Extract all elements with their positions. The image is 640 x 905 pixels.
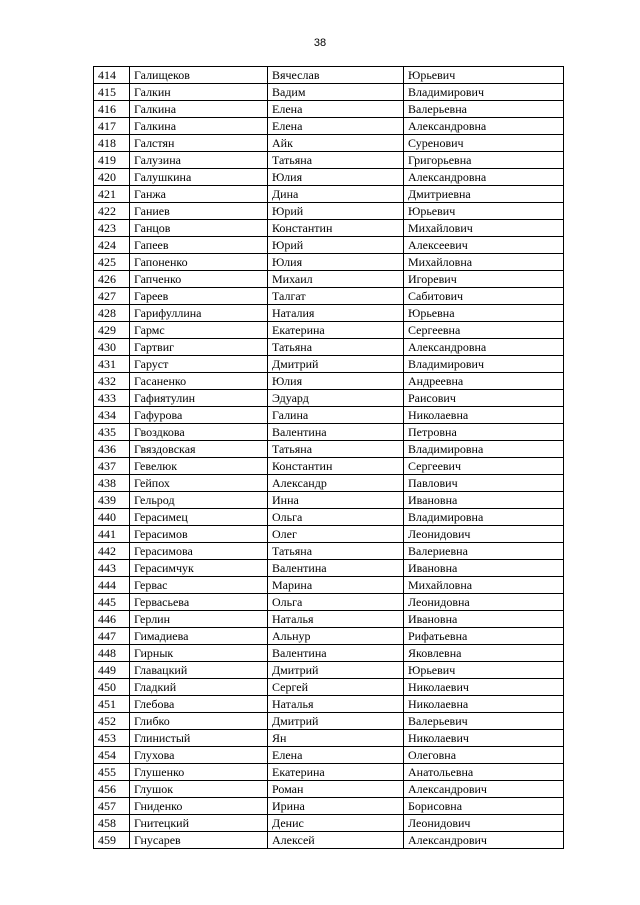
table-row (94, 84, 564, 101)
first-name-cell: Сергей (268, 679, 404, 696)
row-number-cell: 440 (94, 509, 130, 526)
table-row (94, 611, 564, 628)
first-name-cell: Ольга (268, 594, 404, 611)
table-row (94, 390, 564, 407)
table-row (94, 594, 564, 611)
first-name-cell: Юлия (268, 373, 404, 390)
row-number-cell: 430 (94, 339, 130, 356)
table-row (94, 509, 564, 526)
row-number-cell: 426 (94, 271, 130, 288)
row-number-cell: 428 (94, 305, 130, 322)
table-row (94, 645, 564, 662)
last-name-cell: Гниденко (130, 798, 268, 815)
first-name-cell: Татьяна (268, 339, 404, 356)
patronymic-cell: Юрьевич (404, 203, 564, 220)
row-number-cell: 451 (94, 696, 130, 713)
last-name-cell: Герлин (130, 611, 268, 628)
patronymic-cell: Михайловна (404, 254, 564, 271)
first-name-cell: Константин (268, 220, 404, 237)
last-name-cell: Гареев (130, 288, 268, 305)
row-number-cell: 449 (94, 662, 130, 679)
patronymic-cell: Леонидович (404, 526, 564, 543)
row-number-cell: 414 (94, 67, 130, 84)
table-row (94, 305, 564, 322)
last-name-cell: Глинистый (130, 730, 268, 747)
row-number-cell: 420 (94, 169, 130, 186)
last-name-cell: Гапеев (130, 237, 268, 254)
table-row (94, 730, 564, 747)
first-name-cell: Ольга (268, 509, 404, 526)
row-number-cell: 425 (94, 254, 130, 271)
last-name-cell: Герасимов (130, 526, 268, 543)
patronymic-cell: Анатольевна (404, 764, 564, 781)
patronymic-cell: Валерьевна (404, 101, 564, 118)
row-number-cell: 439 (94, 492, 130, 509)
table-row (94, 169, 564, 186)
patronymic-cell: Сабитович (404, 288, 564, 305)
row-number-cell: 431 (94, 356, 130, 373)
patronymic-cell: Олеговна (404, 747, 564, 764)
last-name-cell: Гвяздовская (130, 441, 268, 458)
row-number-cell: 436 (94, 441, 130, 458)
last-name-cell: Гапченко (130, 271, 268, 288)
first-name-cell: Михаил (268, 271, 404, 288)
last-name-cell: Герасимова (130, 543, 268, 560)
table-row (94, 798, 564, 815)
last-name-cell: Галстян (130, 135, 268, 152)
patronymic-cell: Николаевна (404, 407, 564, 424)
first-name-cell: Екатерина (268, 764, 404, 781)
row-number-cell: 417 (94, 118, 130, 135)
row-number-cell: 423 (94, 220, 130, 237)
table-row (94, 373, 564, 390)
table-row (94, 271, 564, 288)
row-number-cell: 419 (94, 152, 130, 169)
patronymic-cell: Петровна (404, 424, 564, 441)
table-row (94, 101, 564, 118)
row-number-cell: 457 (94, 798, 130, 815)
last-name-cell: Галузина (130, 152, 268, 169)
first-name-cell: Наталия (268, 305, 404, 322)
last-name-cell: Гафиятулин (130, 390, 268, 407)
first-name-cell: Юлия (268, 254, 404, 271)
first-name-cell: Константин (268, 458, 404, 475)
first-name-cell: Екатерина (268, 322, 404, 339)
last-name-cell: Галкин (130, 84, 268, 101)
last-name-cell: Ганцов (130, 220, 268, 237)
patronymic-cell: Сергеевич (404, 458, 564, 475)
last-name-cell: Глухова (130, 747, 268, 764)
row-number-cell: 421 (94, 186, 130, 203)
first-name-cell: Галина (268, 407, 404, 424)
table-row (94, 254, 564, 271)
first-name-cell: Дмитрий (268, 662, 404, 679)
table-row (94, 186, 564, 203)
last-name-cell: Гельрод (130, 492, 268, 509)
table-row (94, 679, 564, 696)
first-name-cell: Елена (268, 747, 404, 764)
row-number-cell: 447 (94, 628, 130, 645)
row-number-cell: 437 (94, 458, 130, 475)
table-row (94, 356, 564, 373)
table-row (94, 407, 564, 424)
first-name-cell: Ян (268, 730, 404, 747)
patronymic-cell: Владимировна (404, 441, 564, 458)
last-name-cell: Гейпох (130, 475, 268, 492)
first-name-cell: Елена (268, 118, 404, 135)
patronymic-cell: Владимирович (404, 84, 564, 101)
row-number-cell: 416 (94, 101, 130, 118)
patronymic-cell: Андреевна (404, 373, 564, 390)
row-number-cell: 455 (94, 764, 130, 781)
patronymic-cell: Александровна (404, 118, 564, 135)
first-name-cell: Айк (268, 135, 404, 152)
first-name-cell: Дмитрий (268, 356, 404, 373)
row-number-cell: 448 (94, 645, 130, 662)
last-name-cell: Гнитецкий (130, 815, 268, 832)
first-name-cell: Валентина (268, 424, 404, 441)
last-name-cell: Гервасьева (130, 594, 268, 611)
patronymic-cell: Раисович (404, 390, 564, 407)
last-name-cell: Ганиев (130, 203, 268, 220)
patronymic-cell: Григорьевна (404, 152, 564, 169)
patronymic-cell: Александрович (404, 832, 564, 849)
patronymic-cell: Николаевич (404, 730, 564, 747)
row-number-cell: 433 (94, 390, 130, 407)
table-row (94, 832, 564, 849)
first-name-cell: Марина (268, 577, 404, 594)
row-number-cell: 444 (94, 577, 130, 594)
last-name-cell: Герасимчук (130, 560, 268, 577)
table-row (94, 339, 564, 356)
row-number-cell: 443 (94, 560, 130, 577)
first-name-cell: Александр (268, 475, 404, 492)
first-name-cell: Юлия (268, 169, 404, 186)
patronymic-cell: Александровна (404, 339, 564, 356)
first-name-cell: Юрий (268, 203, 404, 220)
last-name-cell: Гартвиг (130, 339, 268, 356)
row-number-cell: 441 (94, 526, 130, 543)
table-row (94, 237, 564, 254)
table-row (94, 135, 564, 152)
patronymic-cell: Юрьевич (404, 662, 564, 679)
first-name-cell: Денис (268, 815, 404, 832)
row-number-cell: 432 (94, 373, 130, 390)
table-row (94, 628, 564, 645)
roster-body (94, 67, 564, 849)
table-row (94, 220, 564, 237)
patronymic-cell: Суренович (404, 135, 564, 152)
table-row (94, 475, 564, 492)
first-name-cell: Дина (268, 186, 404, 203)
last-name-cell: Гапоненко (130, 254, 268, 271)
last-name-cell: Гарифуллина (130, 305, 268, 322)
patronymic-cell: Валерьевич (404, 713, 564, 730)
row-number-cell: 434 (94, 407, 130, 424)
last-name-cell: Гвоздкова (130, 424, 268, 441)
row-number-cell: 456 (94, 781, 130, 798)
row-number-cell: 459 (94, 832, 130, 849)
first-name-cell: Татьяна (268, 152, 404, 169)
patronymic-cell: Владимировна (404, 509, 564, 526)
table-row (94, 492, 564, 509)
patronymic-cell: Ивановна (404, 611, 564, 628)
first-name-cell: Вадим (268, 84, 404, 101)
last-name-cell: Гармс (130, 322, 268, 339)
table-row (94, 288, 564, 305)
first-name-cell: Вячеслав (268, 67, 404, 84)
first-name-cell: Наталья (268, 611, 404, 628)
last-name-cell: Глибко (130, 713, 268, 730)
first-name-cell: Роман (268, 781, 404, 798)
row-number-cell: 458 (94, 815, 130, 832)
first-name-cell: Валентина (268, 645, 404, 662)
last-name-cell: Гнусарев (130, 832, 268, 849)
last-name-cell: Гевелюк (130, 458, 268, 475)
first-name-cell: Талгат (268, 288, 404, 305)
row-number-cell: 424 (94, 237, 130, 254)
table-row (94, 67, 564, 84)
first-name-cell: Дмитрий (268, 713, 404, 730)
row-number-cell: 446 (94, 611, 130, 628)
patronymic-cell: Александрович (404, 781, 564, 798)
last-name-cell: Ганжа (130, 186, 268, 203)
last-name-cell: Глебова (130, 696, 268, 713)
row-number-cell: 452 (94, 713, 130, 730)
table-row (94, 713, 564, 730)
last-name-cell: Гаруст (130, 356, 268, 373)
patronymic-cell: Павлович (404, 475, 564, 492)
table-row (94, 526, 564, 543)
table-row (94, 441, 564, 458)
table-row (94, 815, 564, 832)
row-number-cell: 453 (94, 730, 130, 747)
first-name-cell: Юрий (268, 237, 404, 254)
patronymic-cell: Юрьевна (404, 305, 564, 322)
patronymic-cell: Ивановна (404, 560, 564, 577)
table-row (94, 662, 564, 679)
table-row (94, 764, 564, 781)
row-number-cell: 429 (94, 322, 130, 339)
patronymic-cell: Михайлович (404, 220, 564, 237)
patronymic-cell: Дмитриевна (404, 186, 564, 203)
row-number-cell: 442 (94, 543, 130, 560)
last-name-cell: Галкина (130, 118, 268, 135)
row-number-cell: 418 (94, 135, 130, 152)
patronymic-cell: Сергеевна (404, 322, 564, 339)
row-number-cell: 415 (94, 84, 130, 101)
last-name-cell: Гасаненко (130, 373, 268, 390)
roster-table (93, 66, 564, 849)
patronymic-cell: Ивановна (404, 492, 564, 509)
first-name-cell: Валентина (268, 560, 404, 577)
table-row (94, 781, 564, 798)
patronymic-cell: Леонидович (404, 815, 564, 832)
first-name-cell: Ирина (268, 798, 404, 815)
table-row (94, 458, 564, 475)
first-name-cell: Татьяна (268, 543, 404, 560)
patronymic-cell: Николаевич (404, 679, 564, 696)
table-row (94, 543, 564, 560)
table-row (94, 152, 564, 169)
first-name-cell: Елена (268, 101, 404, 118)
last-name-cell: Гервас (130, 577, 268, 594)
page-number: 38 (313, 37, 327, 49)
last-name-cell: Галкина (130, 101, 268, 118)
table-row (94, 118, 564, 135)
first-name-cell: Алексей (268, 832, 404, 849)
last-name-cell: Гимадиева (130, 628, 268, 645)
row-number-cell: 422 (94, 203, 130, 220)
patronymic-cell: Борисовна (404, 798, 564, 815)
first-name-cell: Олег (268, 526, 404, 543)
first-name-cell: Татьяна (268, 441, 404, 458)
last-name-cell: Глушенко (130, 764, 268, 781)
patronymic-cell: Игоревич (404, 271, 564, 288)
row-number-cell: 427 (94, 288, 130, 305)
last-name-cell: Галищеков (130, 67, 268, 84)
row-number-cell: 454 (94, 747, 130, 764)
first-name-cell: Эдуард (268, 390, 404, 407)
last-name-cell: Герасимец (130, 509, 268, 526)
table-row (94, 203, 564, 220)
first-name-cell: Инна (268, 492, 404, 509)
last-name-cell: Главацкий (130, 662, 268, 679)
last-name-cell: Гафурова (130, 407, 268, 424)
row-number-cell: 450 (94, 679, 130, 696)
patronymic-cell: Николаевна (404, 696, 564, 713)
last-name-cell: Галушкина (130, 169, 268, 186)
row-number-cell: 438 (94, 475, 130, 492)
row-number-cell: 445 (94, 594, 130, 611)
patronymic-cell: Валериевна (404, 543, 564, 560)
table-row (94, 560, 564, 577)
patronymic-cell: Юрьевич (404, 67, 564, 84)
patronymic-cell: Алексеевич (404, 237, 564, 254)
patronymic-cell: Леонидовна (404, 594, 564, 611)
table-row (94, 747, 564, 764)
patronymic-cell: Рифатьевна (404, 628, 564, 645)
table-row (94, 696, 564, 713)
table-row (94, 577, 564, 594)
first-name-cell: Альнур (268, 628, 404, 645)
first-name-cell: Наталья (268, 696, 404, 713)
table-row (94, 322, 564, 339)
last-name-cell: Глушок (130, 781, 268, 798)
row-number-cell: 435 (94, 424, 130, 441)
patronymic-cell: Михайловна (404, 577, 564, 594)
last-name-cell: Гладкий (130, 679, 268, 696)
patronymic-cell: Владимирович (404, 356, 564, 373)
table-row (94, 424, 564, 441)
patronymic-cell: Яковлевна (404, 645, 564, 662)
patronymic-cell: Александровна (404, 169, 564, 186)
last-name-cell: Гирнык (130, 645, 268, 662)
